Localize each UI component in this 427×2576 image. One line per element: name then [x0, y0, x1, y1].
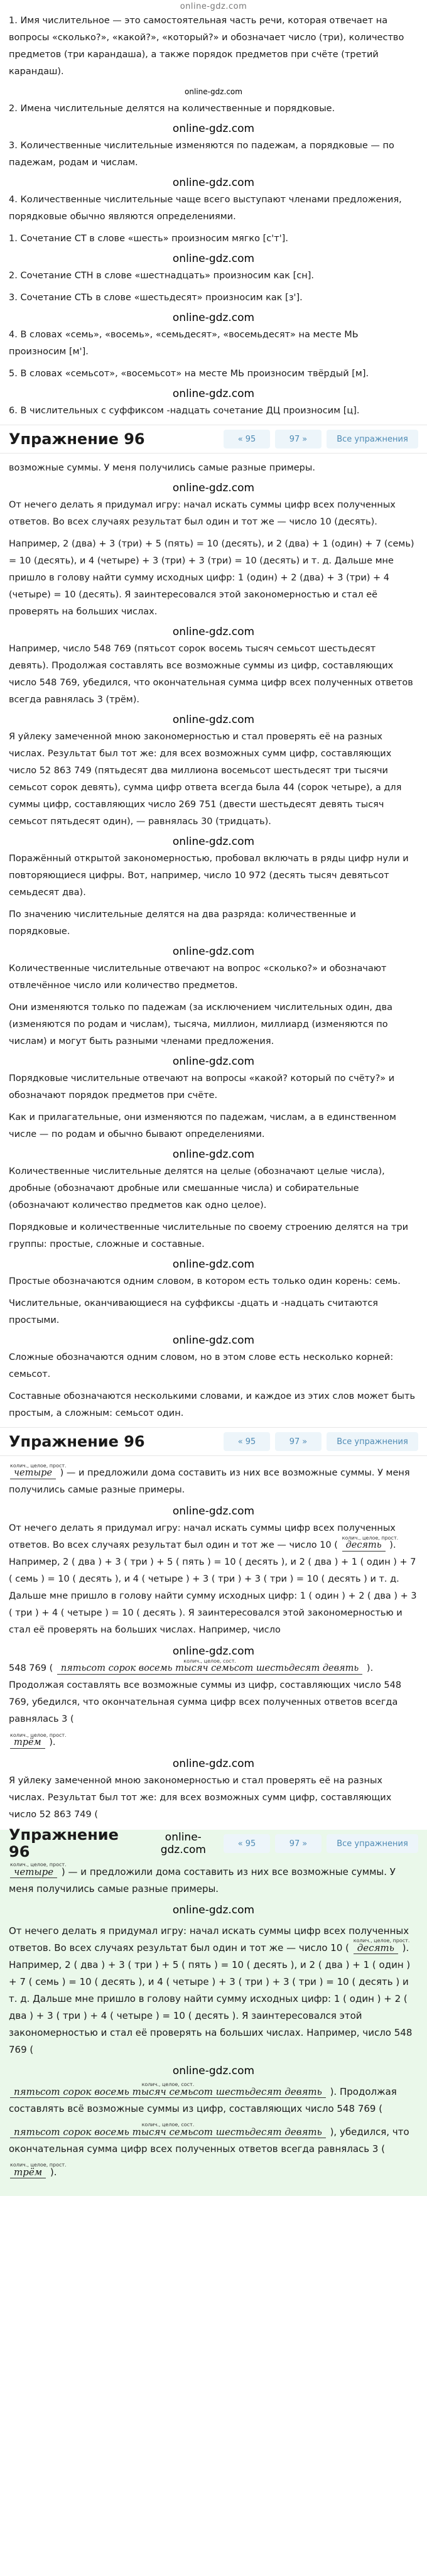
watermark: online-gdz.com	[172, 626, 255, 638]
watermark: online-gdz.com	[172, 388, 255, 400]
paragraph: Поражённый открытой закономерностью, пробовал включать в ряды цифр нули и повторяющиеся цифры. Вот, например, число 10 972 (десять тысяч девятьсот семьдесят два).	[9, 854, 409, 898]
answer-line: колич., целое, прост. четыре ) — и предложили дома составить из них все возможные суммы. У меня получились самые разные примеры.	[9, 1463, 410, 1495]
handwritten-answer	[0, 1456, 427, 1823]
handwritten-word: колич., целое, прост. десять	[353, 1938, 410, 1954]
pager	[224, 430, 418, 448]
paragraph: возможные суммы. У меня получились самые разные примеры.	[9, 463, 315, 473]
prev-exercise-button[interactable]: « 95	[224, 430, 270, 448]
watermark: online-gdz.com	[172, 1055, 255, 1068]
answer-block-text	[0, 454, 427, 1422]
answer-line: колич., целое, сост. пятьсот сорок восемь тысяч семьсот шестьдесят девять ). Продолжая составлять всё возможные суммы из цифр, составляющих число 548 769 (	[9, 2082, 397, 2114]
paragraph: Например, число 548 769 (пятьсот сорок восемь тысяч семьсот шестьдесят девять). Продолжая составлять все возможные суммы из цифр, составляющих число 548 769, убедился, что окончательная сумма цифр всех полученных ответов всегда равнялась 3 (трём).	[9, 644, 413, 705]
exercise-bar	[0, 425, 427, 454]
chevron-left-icon: «	[237, 1839, 243, 1849]
watermark: online-gdz.com	[172, 1758, 255, 1770]
watermark: online-gdz.com	[172, 1258, 255, 1271]
answer-line: колич., целое, прост. трём ).	[10, 1732, 67, 1747]
watermark: online-gdz.com	[172, 945, 255, 958]
handwritten-word: колич., целое, сост. пятьсот сорок восемь тысяч семьсот шестьдесят девять	[10, 2086, 326, 2098]
paragraph: 1. Сочетание СТ в слове «шесть» произносим мягко [с'т'].	[9, 234, 288, 244]
paragraph: 1. Имя числительное — это самостоятельная часть речи, которая отвечает на вопросы «сколько?», «какой?», «который?» и обозначает число (три), количество предметов (три карандаша), а также порядок предметов при счёте (третий карандаш).	[9, 16, 404, 77]
pager	[224, 1432, 418, 1451]
watermark: online-gdz.com	[172, 2065, 255, 2077]
paragraph: От нечего делать я придумал игру: начал искать суммы цифр всех полученных ответов. Во всех случаях результат был один и тот же — число 10 (десять).	[9, 500, 396, 527]
chevron-right-icon: »	[302, 1437, 308, 1447]
site-header	[0, 0, 427, 13]
paragraph: 2. Сочетание СТН в слове «шестнадцать» произносим как [сн].	[9, 271, 314, 281]
handwritten-word: колич., целое, прост. трём	[10, 1732, 67, 1747]
paragraph: Составные обозначаются несколькими словами, и каждое из этих слов может быть простым, а сложным: семьсот один.	[9, 1391, 415, 1418]
paragraph: Я уйлеку замеченной мною закономерностью и стал проверять её на разных числах. Результат был тот же: для всех возможных сумм цифр, составляющих число 52 863 749 (пятьдесят два миллиона восемьсот шестьдесят три тысячи семьсот сорок девять), сумма цифр ответа всегда была 44 (сорок четыре), а для суммы цифр, составляющих число 269 751 (двести шестьдесят девять тысяч семьсот пятьдесят один), — равнялась 30 (тридцать).	[9, 732, 402, 827]
watermark: online-gdz.com	[172, 1904, 255, 1916]
answer-line: колич., целое, прост. четыре ) — и предложили дома составить из них все возможные суммы. У меня получились самые разные примеры.	[9, 1862, 396, 1894]
paragraph: Порядковые числительные отвечают на вопросы «какой? который по счёту?» и обозначают порядок предметов при счёте.	[9, 1073, 395, 1101]
all-exercises-button[interactable]: Все упражнения	[327, 430, 418, 448]
watermark: online-gdz.com	[172, 714, 255, 726]
next-exercise-button[interactable]: 97 »	[275, 1432, 322, 1451]
exercise-title: Упражнение 96	[9, 430, 145, 448]
answer-line: 548 769 ( колич., целое, сост. пятьсот сорок восемь тысяч семьсот шестьдесят девять ). Продолжая составлять все возможные суммы из цифр, составляющих число 548 769, убедился, что окончательная сумма цифр всех полученных ответов всегда равнялась 3 (	[9, 1658, 402, 1724]
paragraph: По значению числительные делятся на два разряда: количественные и порядковые.	[9, 910, 356, 937]
watermark: online-gdz.com	[172, 482, 255, 494]
watermark: online-gdz.com	[172, 177, 255, 189]
handwritten-word: колич., целое, прост. четыре	[10, 1463, 67, 1478]
watermark: online-gdz.com	[172, 1148, 255, 1161]
exercise-title: Упражнение 96	[9, 1826, 119, 1861]
handwritten-word: колич., целое, прост. четыре	[10, 1862, 67, 1878]
paragraph: 4. Количественные числительные чаще всего выступают членами предложения, порядковые обычно являются определениями.	[9, 195, 402, 222]
next-exercise-button[interactable]: 97 »	[275, 1834, 322, 1853]
site-logo[interactable]: online-gdz.com	[180, 1, 247, 11]
watermark: online-gdz.com	[172, 1505, 255, 1518]
chevron-right-icon: »	[302, 1839, 308, 1849]
chevron-left-icon: «	[237, 1437, 243, 1447]
paragraph: Как и прилагательные, они изменяются по падежам, числам, а в единственном числе — по родам и обычно бывают определениями.	[9, 1112, 396, 1139]
watermark: online-gdz.com	[172, 835, 255, 848]
handwritten-word: колич., целое, прост. трём	[10, 2162, 67, 2178]
watermark: online-gdz.com	[172, 1645, 255, 1658]
prev-exercise-button[interactable]: « 95	[224, 1432, 270, 1451]
watermark: online-gdz.com	[160, 1831, 206, 1856]
paragraph: Сложные обозначаются одним словом, но в этом слове есть несколько корней: семьсот.	[9, 1352, 394, 1379]
paragraph: 6. В числительных с суффиксом -надцать сочетание ДЦ произносим [ц].	[9, 406, 360, 416]
exercise-bar	[9, 1826, 418, 1861]
chevron-left-icon: «	[237, 434, 243, 444]
watermark: online-gdz.com	[172, 122, 255, 135]
answer-line: колич., целое, сост. пятьсот сорок восемь тысяч семьсот шестьдесят девять ), убедился, что окончательная сумма цифр всех полученных ответов всегда равнялась 3 (	[9, 2122, 409, 2155]
paragraph: Количественные числительные отвечают на вопрос «сколько?» и обозначают отвлечённое число или количество предметов.	[9, 964, 387, 991]
exercise-title: Упражнение 96	[9, 1433, 145, 1450]
next-exercise-button[interactable]: 97 »	[275, 430, 322, 448]
pager	[224, 1834, 418, 1853]
paragraph: Простые обозначаются одним словом, в котором есть только один корень: семь.	[9, 1276, 401, 1286]
paragraph: Например, 2 (два) + 3 (три) + 5 (пять) = 10 (десять), и 2 (два) + 1 (один) + 7 (семь) = 10 (десять), и 4 (четыре) + 3 (три) + 3 (три) = 10 (десять) и т. д. Дальше мне пришло в голову найти сумму исходных цифр: 1 (один) + 2 (два) + 3 (три) + 4 (четыре) = 10 (десять). Я заинтересовался этой закономерностью и стал её проверять на больших числах.	[9, 539, 414, 617]
paragraph: 2. Имена числительные делятся на количественные и порядковые.	[9, 104, 335, 114]
paragraph: Они изменяются только по падежам (за исключением числительных один, два (изменяются по родам и числам), тысяча, миллион, миллиард (изменяются по числам) и могут быть разными членами предложения.	[9, 1003, 392, 1046]
exercise-bar	[0, 1427, 427, 1456]
answer-line: Я уйлеку замеченной мною закономерностью и стал проверять её на разных числах. Результат был тот же: для всех возможных сумм цифр, составляющих число 52 863 749 (	[9, 1776, 392, 1820]
handwritten-word: колич., целое, сост. пятьсот сорок восемь тысяч семьсот шестьдесят девять	[10, 2126, 326, 2138]
chevron-right-icon: »	[302, 434, 308, 444]
paragraph: 3. Количественные числительные изменяются по падежам, а порядковые — по падежам, родам и числам.	[9, 141, 394, 168]
paragraph: Числительные, оканчивающиеся на суффиксы -дцать и -надцать считаются простыми.	[9, 1298, 379, 1325]
watermark: online-gdz.com	[185, 87, 242, 96]
highlighted-answer	[0, 1826, 427, 2196]
all-exercises-button[interactable]: Все упражнения	[327, 1834, 418, 1853]
all-exercises-button[interactable]: Все упражнения	[327, 1432, 418, 1451]
prev-exercise-button[interactable]: « 95	[224, 1834, 270, 1853]
answer-line: От нечего делать я придумал игру: начал искать суммы цифр всех полученных ответов. Во всех случаях результат был один и тот же — число 10 ( колич., целое, прост. десять ). Например, 2 ( два ) + 3 ( три ) + 5 ( пять ) = 10 ( десять ), и 2 ( два ) + 1 ( один ) + 7 ( семь ) = 10 ( десять ), и 4 ( четыре ) + 3 ( три ) + 3 ( три ) = 10 ( десять ) и т. д. Дальше мне пришло в голову найти сумму исходных цифр: 1 ( один ) + 2 ( два ) + 3 ( три ) + 4 ( четыре ) = 10 ( десять ). Я заинтересовался этой закономерностью и стал её проверять на больших числах. Например, число 548 769 (	[9, 1925, 413, 2055]
paragraph: Порядковые и количественные числительные по своему строению делятся на три группы: простые, сложные и составные.	[9, 1222, 409, 1249]
handwritten-word: колич., целое, сост. пятьсот сорок восемь тысяч семьсот шестьдесят девять	[57, 1663, 362, 1675]
answer-line: колич., целое, прост. трём ).	[10, 2162, 67, 2178]
paragraph: 3. Сочетание СТЬ в слове «шестьдесят» произносим как [з'].	[9, 293, 303, 303]
watermark: online-gdz.com	[172, 253, 255, 265]
paragraph: 4. В словах «семь», «восемь», «семьдесят», «восемьдесят» на месте МЬ произносим [м'].	[9, 330, 359, 357]
watermark: online-gdz.com	[172, 1334, 255, 1347]
answer-line: От нечего делать я придумал игру: начал искать суммы цифр всех полученных ответов. Во всех случаях результат был один и тот же — число 10 ( колич., целое, прост. десять ). Например, 2 ( два ) + 3 ( три ) + 5 ( пять ) = 10 ( десять ), и 2 ( два ) + 1 ( один ) + 7 ( семь ) = 10 ( десять ), и 4 ( четыре ) + 3 ( три ) + 3 ( три ) = 10 ( десять ) и т. д. Дальше мне пришло в голову найти сумму исходных цифр: 1 ( один ) + 2 ( два ) + 3 ( три ) + 4 ( четыре ) = 10 ( десять ). Я заинтересовался этой закономерностью и стал её проверять на больших числах. Например, число	[9, 1523, 417, 1635]
watermark: online-gdz.com	[172, 312, 255, 324]
paragraph: 5. В словах «семьсот», «восемьсот» на месте МЬ произносим твёрдый [м].	[9, 369, 369, 379]
paragraph: Количественные числительные делятся на целые (обозначают целые числа), дробные (обозначают дробные или смешанные числа) и собирательные (обозначают количество предметов как одно целое).	[9, 1166, 385, 1210]
handwritten-word: колич., целое, прост. десять	[342, 1535, 399, 1550]
theory-block	[0, 13, 427, 420]
